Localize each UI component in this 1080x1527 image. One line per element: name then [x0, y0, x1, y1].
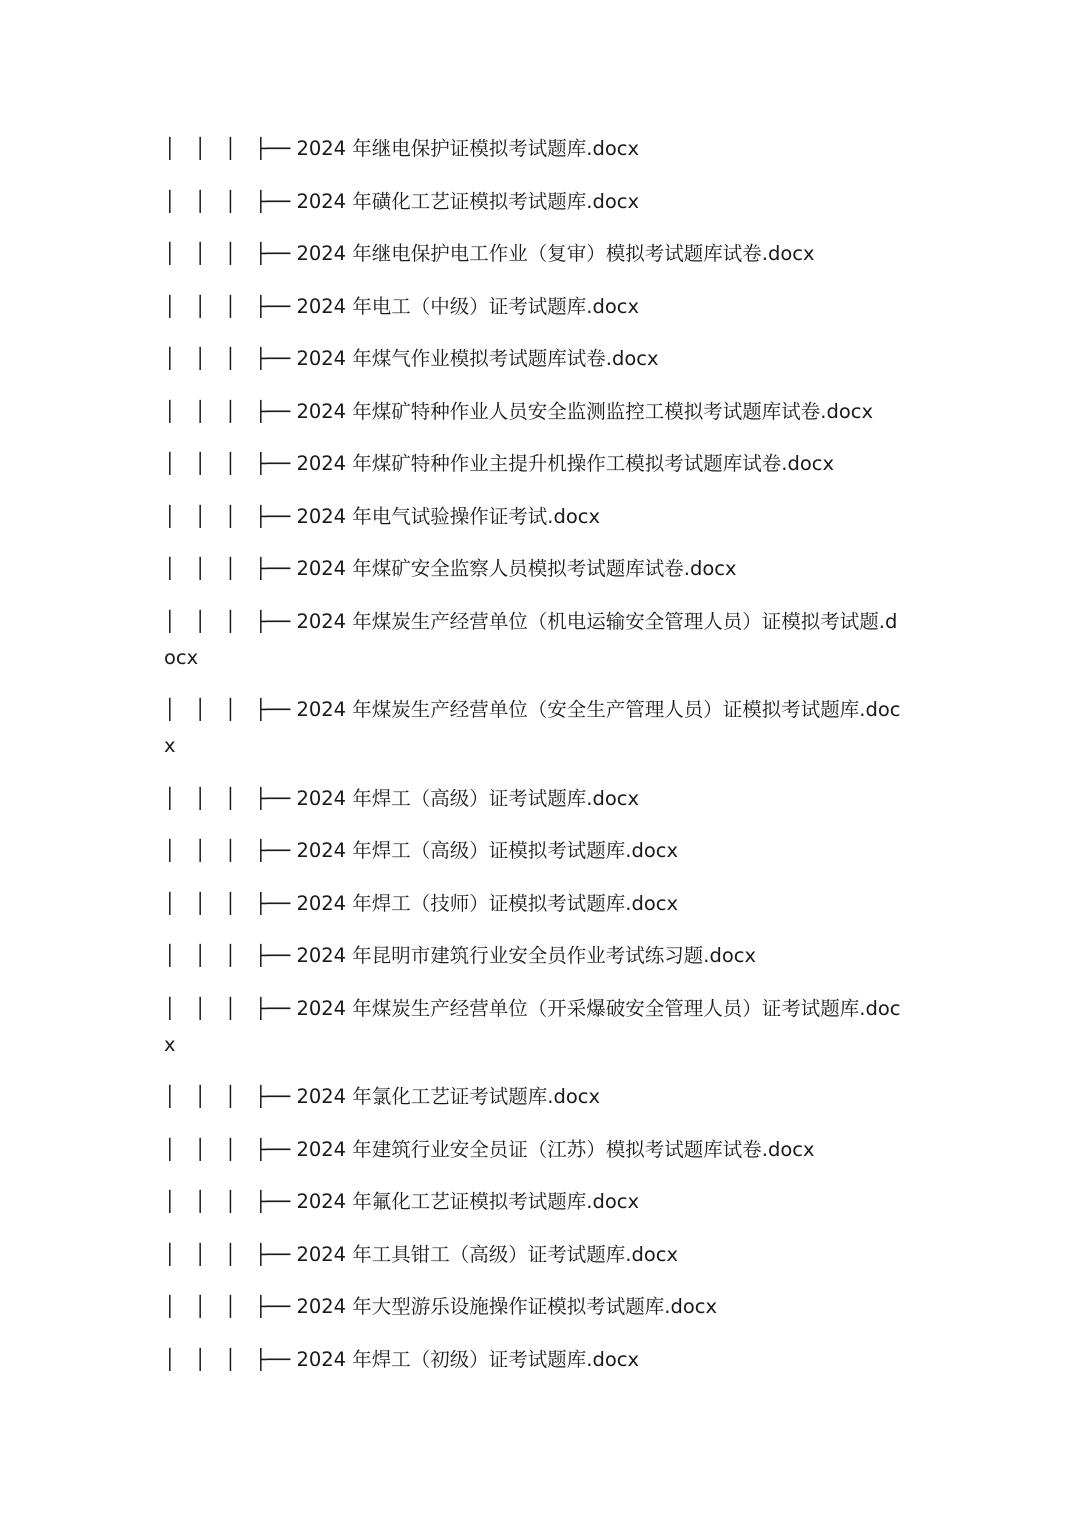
tree-branch-prefix: │ │ │ ├── [164, 452, 297, 475]
file-name: 2024 年煤炭生产经营单位（机电运输安全管理人员）证模拟考试题.docx [164, 609, 898, 669]
tree-branch-prefix: │ │ │ ├── [164, 242, 297, 265]
tree-branch-prefix: │ │ │ ├── [164, 347, 297, 370]
file-tree-entry [164, 991, 904, 1063]
tree-branch-prefix: │ │ │ ├── [164, 944, 297, 967]
tree-branch-prefix: │ │ │ ├── [164, 137, 297, 160]
tree-branch-prefix: │ │ │ ├── [164, 1242, 297, 1266]
file-name: 2024 年昆明市建筑行业安全员作业考试练习题.docx [296, 944, 757, 967]
file-tree-entry [164, 938, 904, 974]
tree-branch-prefix: │ │ │ ├── [164, 294, 297, 318]
file-tree-entry [164, 341, 904, 377]
tree-branch-prefix: │ │ │ ├── [164, 557, 297, 580]
file-tree-entry [164, 184, 904, 220]
file-tree-entry [164, 604, 904, 676]
file-tree-entry [164, 499, 904, 535]
file-tree-entry [164, 1289, 904, 1325]
tree-branch-prefix: │ │ │ ├── [164, 1190, 297, 1213]
file-tree-entry [164, 289, 904, 325]
file-name: 2024 年氟化工艺证模拟考试题库.docx [296, 1190, 640, 1213]
file-tree-entry [164, 886, 904, 922]
file-name: 2024 年焊工（初级）证考试题库.docx [296, 1347, 640, 1371]
file-name: 2024 年煤炭生产经营单位（开采爆破安全管理人员）证考试题库.docx [164, 996, 901, 1056]
tree-branch-prefix: │ │ │ ├── [164, 996, 297, 1020]
file-tree-entry [164, 1342, 904, 1378]
file-name: 2024 年焊工（高级）证考试题库.docx [296, 786, 640, 810]
file-tree-entry [164, 446, 904, 482]
file-tree-entry [164, 781, 904, 817]
file-tree-entry [164, 833, 904, 869]
file-tree-entry [164, 1079, 904, 1115]
file-name: 2024 年工具钳工（高级）证考试题库.docx [296, 1242, 679, 1266]
tree-branch-prefix: │ │ │ ├── [164, 399, 297, 423]
file-tree-entry [164, 131, 904, 167]
tree-branch-prefix: │ │ │ ├── [164, 698, 297, 721]
tree-branch-prefix: │ │ │ ├── [164, 189, 297, 213]
tree-branch-prefix: │ │ │ ├── [164, 1347, 297, 1371]
tree-branch-prefix: │ │ │ ├── [164, 786, 297, 810]
file-tree-entry [164, 692, 904, 764]
tree-branch-prefix: │ │ │ ├── [164, 1295, 297, 1318]
file-name: 2024 年煤矿安全监察人员模拟考试题库试卷.docx [296, 557, 737, 580]
file-name: 2024 年继电保护电工作业（复审）模拟考试题库试卷.docx [296, 242, 815, 265]
file-name: 2024 年煤矿特种作业主提升机操作工模拟考试题库试卷.docx [296, 452, 835, 475]
file-name: 2024 年电气试验操作证考试.docx [296, 504, 601, 528]
file-name: 2024 年焊工（高级）证模拟考试题库.docx [296, 839, 679, 862]
file-name: 2024 年煤炭生产经营单位（安全生产管理人员）证模拟考试题库.docx [164, 698, 901, 757]
tree-branch-prefix: │ │ │ ├── [164, 504, 297, 528]
file-tree-entry [164, 236, 904, 272]
file-tree-entry [164, 1184, 904, 1220]
file-tree-listing [164, 131, 904, 1394]
file-tree-entry [164, 551, 904, 587]
tree-branch-prefix: │ │ │ ├── [164, 891, 297, 915]
file-name: 2024 年电工（中级）证考试题库.docx [296, 294, 640, 318]
file-tree-entry [164, 1237, 904, 1273]
tree-branch-prefix: │ │ │ ├── [164, 609, 297, 633]
tree-branch-prefix: │ │ │ ├── [164, 839, 297, 862]
tree-branch-prefix: │ │ │ ├── [164, 1137, 297, 1161]
file-name: 2024 年磺化工艺证模拟考试题库.docx [296, 189, 640, 213]
file-name: 2024 年煤矿特种作业人员安全监测监控工模拟考试题库试卷.docx [296, 399, 874, 423]
file-name: 2024 年建筑行业安全员证（江苏）模拟考试题库试卷.docx [296, 1137, 815, 1161]
file-name: 2024 年氯化工艺证考试题库.docx [296, 1085, 601, 1108]
file-name: 2024 年大型游乐设施操作证模拟考试题库.docx [296, 1295, 718, 1318]
tree-branch-prefix: │ │ │ ├── [164, 1085, 297, 1108]
file-tree-entry [164, 394, 904, 430]
file-name: 2024 年煤气作业模拟考试题库试卷.docx [296, 347, 659, 370]
file-name: 2024 年焊工（技师）证模拟考试题库.docx [296, 891, 679, 915]
file-name: 2024 年继电保护证模拟考试题库.docx [296, 137, 640, 160]
file-tree-entry [164, 1132, 904, 1168]
